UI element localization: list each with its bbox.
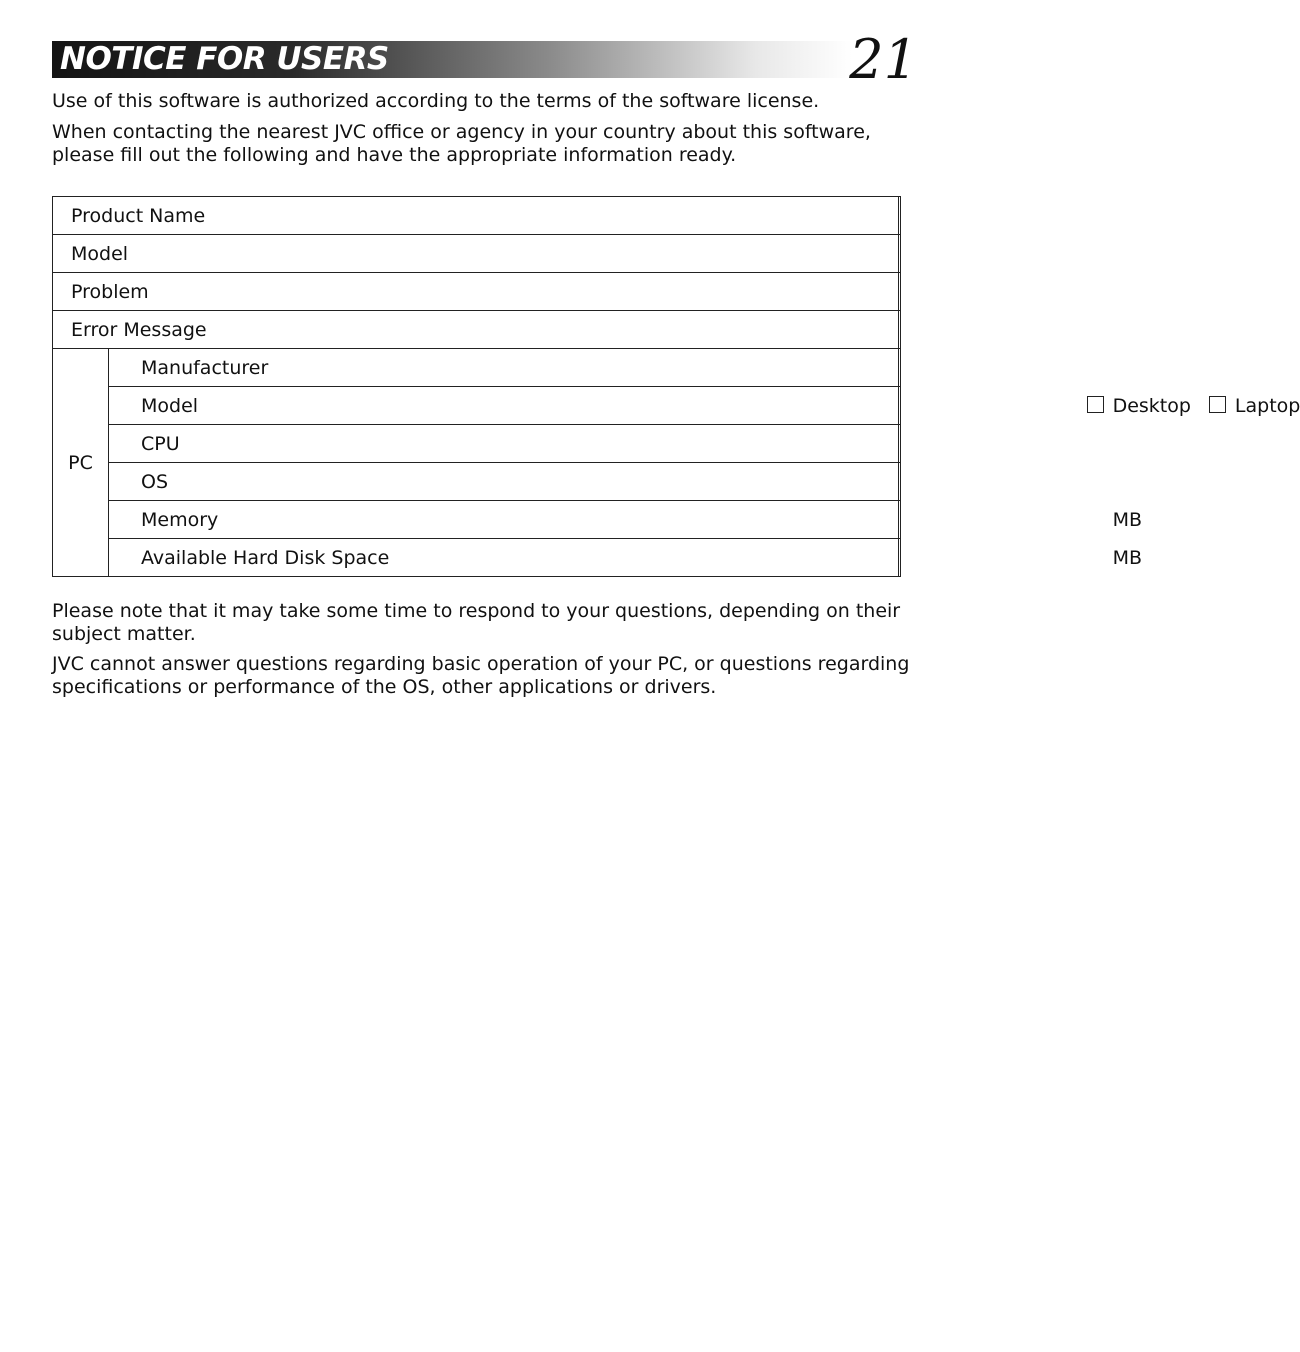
response-time-note: Please note that it may take some time to respond to your questions, depending on their subject matter. <box>52 600 901 645</box>
pc-manufacturer-label: Manufacturer <box>109 349 899 387</box>
table-row <box>53 387 901 425</box>
pc-model-label: Model <box>109 387 899 425</box>
page-title: NOTICE FOR USERS <box>60 41 389 77</box>
pc-type-options <box>1087 395 1300 417</box>
table-row <box>53 197 901 235</box>
pc-group-label: PC <box>53 349 109 577</box>
problem-label: Problem <box>53 273 899 311</box>
pc-memory-label: Memory <box>109 501 899 539</box>
pc-memory-field[interactable] <box>898 501 1142 539</box>
table-row <box>53 235 901 273</box>
pc-cpu-field[interactable] <box>898 425 900 463</box>
intro-paragraph-2: When contacting the nearest JVC office or agency in your country about this software, please fill out the following and have the appropriate information ready. <box>52 121 871 166</box>
table-row <box>53 463 901 501</box>
disk-space-unit: MB <box>1112 547 1142 569</box>
pc-os-field[interactable] <box>898 463 900 501</box>
table-row <box>53 273 901 311</box>
laptop-checkbox[interactable] <box>1209 396 1226 413</box>
product-name-field[interactable] <box>898 197 900 235</box>
pc-model-field[interactable] <box>898 387 1300 425</box>
model-field[interactable] <box>898 235 900 273</box>
pc-disk-space-field[interactable] <box>898 539 1142 577</box>
support-scope-note: JVC cannot answer questions regarding basic operation of your PC, or questions regarding specifications or performance of the OS, other applications or drivers. <box>52 653 910 698</box>
pc-disk-space-label: Available Hard Disk Space <box>109 539 899 577</box>
pc-cpu-label: CPU <box>109 425 899 463</box>
pc-os-label: OS <box>109 463 899 501</box>
table-row <box>53 349 901 387</box>
section-title-bar <box>52 41 852 78</box>
error-message-field[interactable] <box>898 311 900 349</box>
table-row <box>53 539 901 577</box>
pc-manufacturer-field[interactable] <box>898 349 900 387</box>
memory-unit: MB <box>1112 509 1142 531</box>
table-row <box>53 311 901 349</box>
desktop-checkbox[interactable] <box>1087 396 1104 413</box>
table-row <box>53 501 901 539</box>
product-name-label: Product Name <box>53 197 899 235</box>
error-message-label: Error Message <box>53 311 899 349</box>
desktop-option-label: Desktop <box>1112 395 1191 417</box>
table-row <box>53 425 901 463</box>
model-label: Model <box>53 235 899 273</box>
user-info-form-table <box>52 196 1300 577</box>
page-number: 21 <box>849 28 918 91</box>
problem-field[interactable] <box>898 273 900 311</box>
intro-paragraph-1: Use of this software is authorized according to the terms of the software license. <box>52 90 820 112</box>
laptop-option-label: Laptop <box>1234 395 1300 417</box>
